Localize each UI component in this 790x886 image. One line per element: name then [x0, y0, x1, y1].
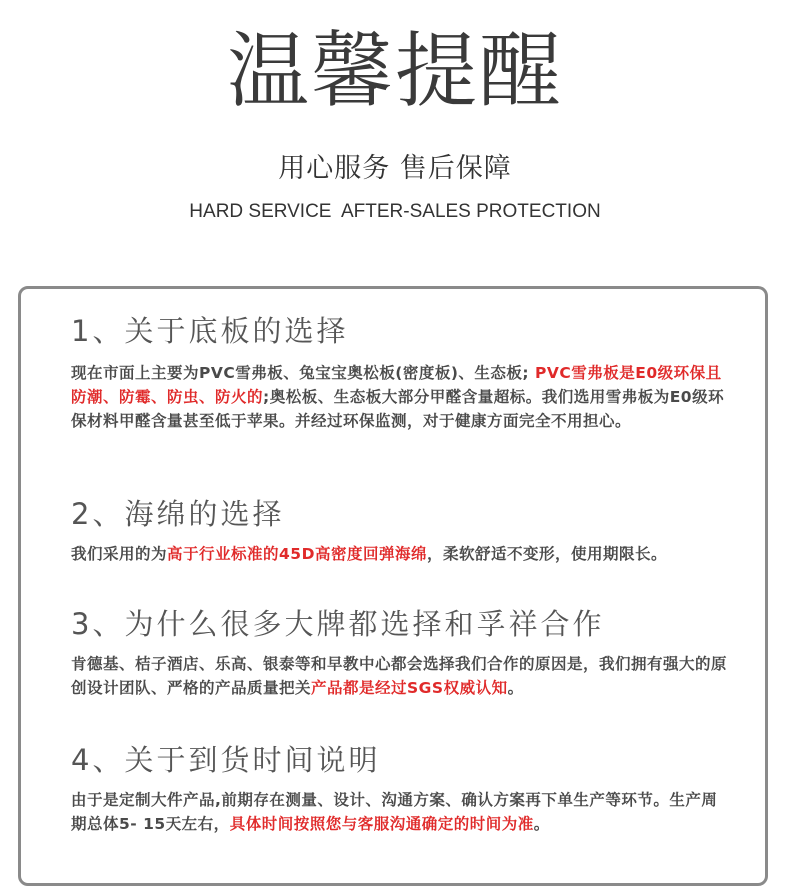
body-text: 我们采用的为: [71, 545, 168, 563]
body-highlight-text: PVC雪弗板是E0级环保且防潮、防霉、防虫、防火的: [71, 364, 722, 406]
body-highlight-text: 具体时间按照您与客服沟通确定的时间为准: [229, 815, 534, 833]
subtitle-chinese: 用心服务 售后保障: [278, 153, 512, 184]
section-body: [71, 361, 731, 433]
section-brand-cooperation: [71, 606, 731, 700]
section-delivery-time: [71, 742, 731, 836]
section-heading: 4、关于到货时间说明: [71, 743, 381, 777]
body-text: 。: [533, 815, 550, 833]
body-text: 由于是定制大件产品,前期存在测量、设计、沟通方案、确认方案再下单生产等环节。生产周期总体5- 15天左右，: [71, 791, 718, 833]
body-text: 。: [507, 679, 524, 697]
section-heading: 3、为什么很多大牌都选择和孚祥合作: [71, 607, 605, 641]
body-text: ;奥松板、生态板大部分甲醛含量超标。我们选用雪弗板为E0级环保材料甲醛含量甚至低于苹果。并经过环保监测，对于健康方面完全不用担心。: [71, 388, 725, 430]
page-title: 温馨提醒: [226, 24, 563, 119]
section-heading: 1、关于底板的选择: [71, 314, 349, 348]
body-text: 肯德基、桔子酒店、乐高、银泰等和早教中心都会选择我们合作的原因是，我们拥有强大的原创设计团队、严格的产品质量把关: [71, 655, 728, 697]
body-text: 现在市面上主要为PVC雪弗板、兔宝宝奥松板(密度板)、生态板;: [71, 364, 535, 382]
body-highlight-text: 产品都是经过SGS权威认知: [311, 679, 508, 697]
section-body: [71, 652, 731, 700]
body-text: ，柔软舒适不变形，使用期限长。: [426, 545, 667, 563]
subtitle-english: HARD SERVICE AFTER-SALES PROTECTION: [189, 201, 601, 222]
section-body: [71, 542, 731, 566]
section-body: [71, 788, 731, 836]
body-highlight-text: 高于行业标准的45D高密度回弹海绵: [167, 545, 427, 563]
section-sponge-choice: [71, 496, 731, 566]
section-heading: 2、海绵的选择: [71, 497, 285, 531]
section-baseboard-choice: [71, 313, 731, 433]
